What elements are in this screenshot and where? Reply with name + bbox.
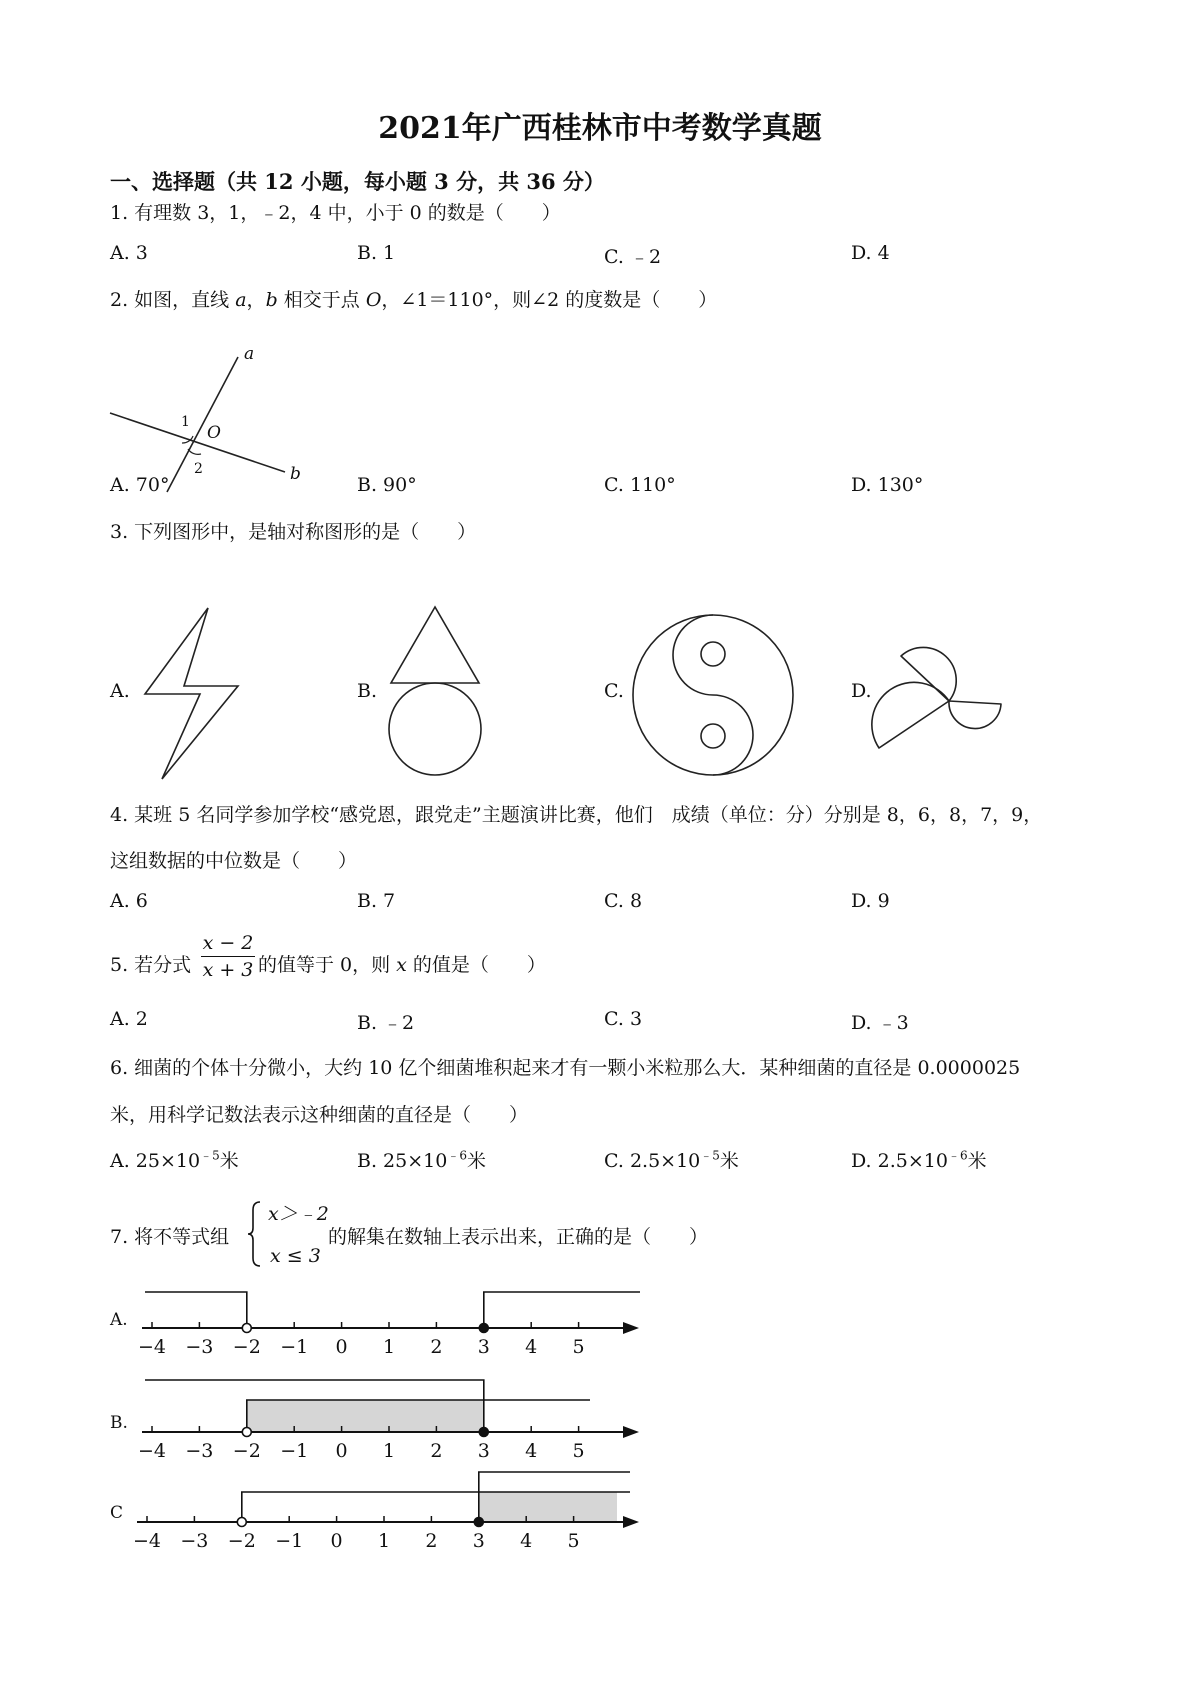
q2-var-b: b [265, 289, 278, 311]
q1-option-a: A. 3 [110, 242, 148, 264]
q7-label-a: A. [110, 1310, 128, 1330]
q3-label-b: B. [357, 680, 378, 702]
tick-label: −4 [137, 1440, 167, 1462]
tick-label: 3 [477, 1440, 490, 1462]
q7-label-c: C [110, 1503, 124, 1523]
tick-label: 4 [520, 1530, 533, 1552]
q2-stem-text: ， [246, 289, 266, 311]
tick-label: −3 [185, 1440, 214, 1462]
q5-stem-text: 的值是（ ） [406, 954, 546, 976]
question-7-stem-pre: 7. 将不等式组 [110, 1226, 230, 1248]
q2-option-c: C. 110° [604, 474, 676, 496]
q6-option-d-exponent: ﹣6 [947, 1148, 968, 1163]
q5-denominator: x + 3 [202, 959, 254, 981]
tick-label: −1 [280, 1336, 309, 1358]
q6-option-b-unit: 米 [466, 1150, 486, 1172]
section-heading: 一、选择题（共 12 小题，每小题 3 分，共 36 分） [110, 169, 605, 194]
q6-option-c-base: C. 2.5×10 [604, 1150, 701, 1172]
tick-label: −4 [137, 1336, 167, 1358]
q2-option-a: A. 70° [110, 474, 170, 496]
q5-var-x: x [396, 954, 407, 976]
q2-label-a: a [244, 344, 255, 364]
q7-label-b: B. [110, 1413, 128, 1433]
tick-label: −2 [227, 1530, 256, 1552]
tick-label: 3 [477, 1336, 490, 1358]
q5-option-d: D. ﹣3 [851, 1012, 909, 1034]
tick-label: 0 [335, 1336, 348, 1358]
tick-label: 3 [472, 1530, 485, 1552]
closed-dot-3 [474, 1518, 483, 1527]
q2-angle-1-label: 1 [181, 414, 190, 430]
question-7-stem-post: 的解集在数轴上表示出来，正确的是（ ） [328, 1226, 709, 1248]
question-1-stem: 1. 有理数 3，1，﹣2，4 中，小于 0 的数是（ ） [110, 202, 561, 224]
q6-option-b-base: B. 25×10 [357, 1150, 448, 1172]
q4-option-b: B. 7 [357, 890, 396, 912]
q3-label-c: C. [604, 680, 624, 702]
q2-angle-2-label: 2 [194, 461, 203, 477]
tick-label: 5 [567, 1530, 580, 1552]
q2-option-d: D. 130° [851, 474, 924, 496]
page-title: 2021年广西桂林市中考数学真题 [378, 111, 822, 146]
q2-stem-text: 2. 如图，直线 [110, 289, 236, 311]
tick-label: 2 [430, 1336, 443, 1358]
question-4-stem-line1: 4. 某班 5 名同学参加学校“感党恩，跟党走”主题演讲比赛，他们 成绩（单位：分）分别是 8，6，8，7，9， [110, 804, 1043, 826]
q2-stem-text: 相交于点 [277, 289, 366, 311]
q2-option-b: B. 90° [357, 474, 417, 496]
q1-option-c: C. ﹣2 [604, 246, 662, 268]
open-dot-minus-2 [237, 1518, 246, 1527]
q3-label-d: D. [851, 680, 872, 702]
q5-numerator: x − 2 [201, 932, 255, 957]
shaded-solution-region [479, 1492, 617, 1522]
q2-var-a: a [235, 289, 247, 311]
q6-option-a-unit: 米 [219, 1150, 239, 1172]
tick-label: 4 [525, 1336, 538, 1358]
q3-label-a: A. [110, 680, 130, 702]
q6-option-c-exponent: ﹣5 [700, 1148, 720, 1163]
q2-label-o: O [207, 423, 221, 443]
tick-label: 5 [572, 1440, 585, 1462]
tick-label: 4 [525, 1440, 538, 1462]
q6-option-d-base: D. 2.5×10 [851, 1150, 948, 1172]
q7-inequality-1: x＞﹣2 [268, 1203, 329, 1225]
tick-label: 2 [425, 1530, 438, 1552]
q2-var-o: O [365, 289, 382, 311]
tick-label: 2 [430, 1440, 443, 1462]
q7-inequality-2: x ≤ 3 [270, 1245, 321, 1267]
q5-option-b: B. ﹣2 [357, 1012, 415, 1034]
question-5-stem-pre: 5. 若分式 [110, 954, 192, 976]
tick-label: 5 [572, 1336, 585, 1358]
q6-option-d-unit: 米 [967, 1150, 987, 1172]
tick-label: 1 [382, 1440, 396, 1462]
q2-label-b: b [290, 464, 301, 484]
axis-arrow-icon [623, 1516, 639, 1528]
q1-option-d: D. 4 [851, 242, 890, 264]
tick-label: −1 [280, 1440, 309, 1462]
tick-label: −2 [232, 1440, 261, 1462]
tick-label: 1 [382, 1336, 396, 1358]
q6-option-c-unit: 米 [719, 1150, 739, 1172]
q6-option-a-base: A. 25×10 [110, 1150, 201, 1172]
q5-stem-text: 的值等于 0，则 [258, 954, 397, 976]
tick-label: −1 [275, 1530, 304, 1552]
tick-label: −4 [132, 1530, 162, 1552]
q4-option-a: A. 6 [110, 890, 148, 912]
question-3-stem: 3. 下列图形中，是轴对称图形的是（ ） [110, 521, 477, 543]
question-4-stem-line2: 这组数据的中位数是（ ） [110, 850, 358, 872]
q6-option-b-exponent: ﹣6 [447, 1148, 467, 1163]
q5-option-a: A. 2 [110, 1008, 148, 1030]
q1-option-b: B. 1 [357, 242, 396, 264]
tick-label: 0 [335, 1440, 348, 1462]
tick-label: −3 [185, 1336, 214, 1358]
question-6-stem-line2: 米，用科学记数法表示这种细菌的直径是（ ） [110, 1104, 529, 1126]
q5-option-c: C. 3 [604, 1008, 643, 1030]
tick-label: 0 [330, 1530, 343, 1552]
q6-option-a-exponent: ﹣5 [200, 1148, 220, 1163]
question-6-stem-line1: 6. 细菌的个体十分微小，大约 10 亿个细菌堆积起来才有一颗小米粒那么大．某种细菌的直径是 0.0000025 [110, 1057, 1021, 1079]
q4-option-d: D. 9 [851, 890, 890, 912]
tick-label: 1 [377, 1530, 391, 1552]
tick-label: −3 [180, 1530, 209, 1552]
tick-label: −2 [232, 1336, 261, 1358]
q2-stem-text: ，∠1＝110°，则∠2 的度数是（ ） [381, 289, 718, 311]
q4-option-c: C. 8 [604, 890, 643, 912]
